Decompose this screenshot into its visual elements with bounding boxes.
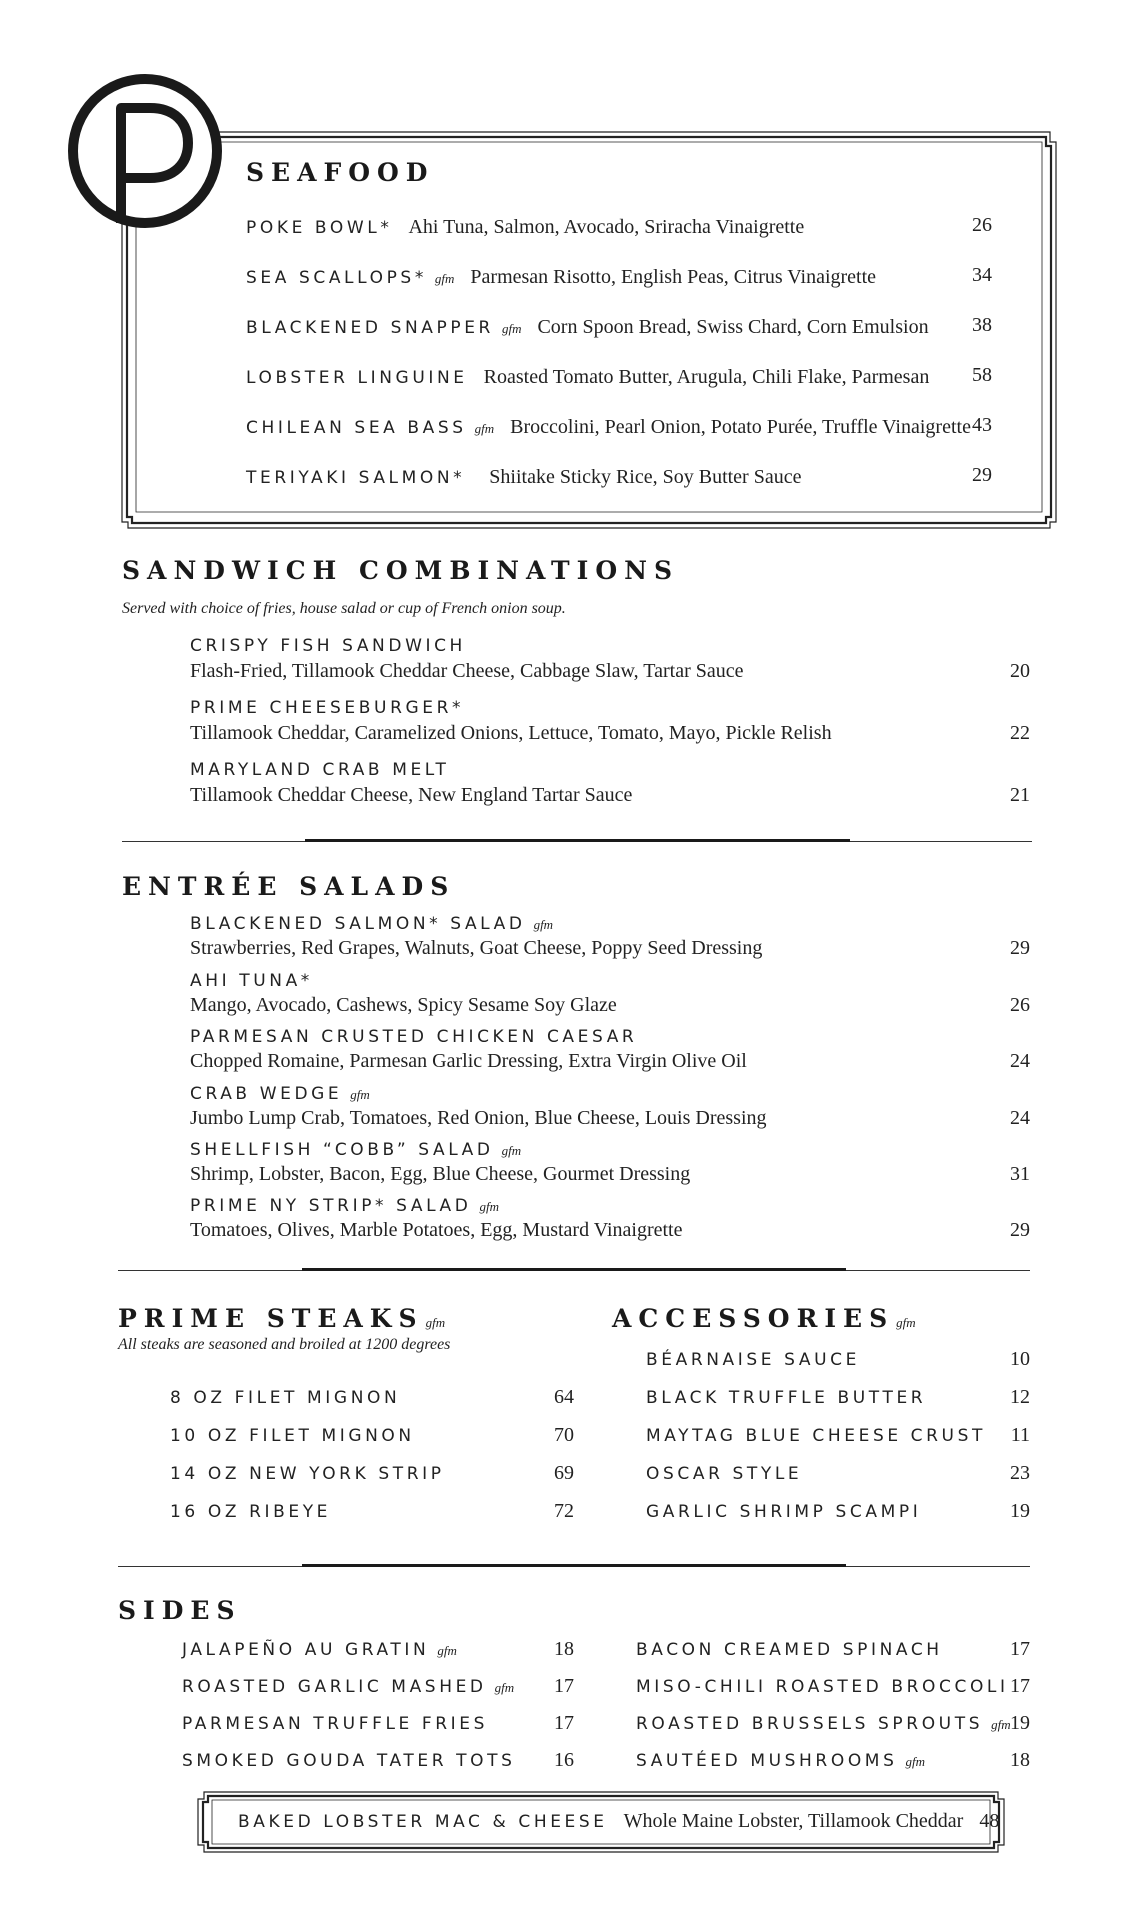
gfm-mark: gfm: [501, 1143, 522, 1158]
item-price: 17: [554, 1712, 574, 1734]
gfm-mark: gfm: [474, 421, 495, 436]
item-price: 58: [972, 364, 992, 386]
salad-item: [190, 914, 553, 934]
item-price: 23: [1010, 1462, 1030, 1484]
item-price: 31: [1010, 1163, 1030, 1185]
item-price: 18: [1010, 1749, 1030, 1771]
item-name: JALAPEÑO AU GRATIN: [182, 1640, 430, 1660]
item-price: 69: [554, 1462, 574, 1484]
item-description: Flash-Fried, Tillamook Cheddar Cheese, Cabbage Slaw, Tartar Sauce: [190, 660, 744, 682]
section-divider-accent: [302, 1268, 846, 1271]
item-name: PRIME NY STRIP* SALAD: [190, 1196, 472, 1216]
sandwiches-note: Served with choice of fries, house salad or cup of French onion soup.: [122, 600, 566, 617]
item-name: SMOKED GOUDA TATER TOTS: [182, 1751, 516, 1771]
gfm-mark: gfm: [437, 1643, 457, 1658]
gfm-mark: gfm: [501, 321, 522, 336]
item-name: BLACKENED SALMON* SALAD: [190, 914, 526, 934]
item-description: Tillamook Cheddar, Caramelized Onions, Lettuce, Tomato, Mayo, Pickle Relish: [190, 722, 832, 744]
salads-title: ENTRÉE SALADS: [122, 872, 456, 901]
gfm-mark: gfm: [479, 1199, 499, 1214]
item-description: Jumbo Lump Crab, Tomatoes, Red Onion, Blue Cheese, Louis Dressing: [190, 1107, 767, 1129]
item-price: 18: [554, 1638, 574, 1660]
item-name: MAYTAG BLUE CHEESE CRUST: [646, 1426, 986, 1446]
item-description: Broccolini, Pearl Onion, Potato Purée, Truffle Vinaigrette: [510, 416, 971, 438]
sandwiches-title: SANDWICH COMBINATIONS: [122, 556, 680, 585]
side-item: [636, 1714, 1011, 1734]
section-divider-accent: [305, 839, 850, 842]
seafood-item: [246, 416, 971, 439]
salad-item: [190, 1196, 499, 1216]
item-name: TERIYAKI SALMON*: [246, 468, 466, 488]
item-price: 19: [1010, 1712, 1030, 1734]
section-divider-accent: [302, 1564, 846, 1567]
accessories-heading: [612, 1304, 916, 1333]
item-price: 19: [1010, 1500, 1030, 1522]
item-name: BLACKENED SNAPPER: [246, 318, 494, 338]
seafood-item: [246, 216, 804, 239]
gfm-mark: gfm: [533, 917, 554, 932]
item-name: BACON CREAMED SPINACH: [636, 1640, 943, 1660]
item-name: CHILEAN SEA BASS: [246, 418, 467, 438]
item-description: Mango, Avocado, Cashews, Spicy Sesame Soy Glaze: [190, 994, 617, 1016]
item-description: Ahi Tuna, Salmon, Avocado, Sriracha Vinaigrette: [408, 216, 805, 238]
item-name: BAKED LOBSTER MAC & CHEESE: [238, 1812, 608, 1832]
sides-title: SIDES: [118, 1596, 242, 1625]
item-name: 14 OZ NEW YORK STRIP: [170, 1464, 445, 1484]
item-price: 64: [554, 1386, 574, 1408]
item-name: SHELLFISH “COBB” SALAD: [190, 1140, 494, 1160]
item-name: MISO-CHILI ROASTED BROCCOLI: [636, 1677, 1009, 1697]
gfm-mark: gfm: [425, 1315, 446, 1330]
item-name: BLACK TRUFFLE BUTTER: [646, 1388, 927, 1408]
item-name: 10 OZ FILET MIGNON: [170, 1426, 415, 1446]
side-item: [182, 1640, 457, 1660]
item-price: 70: [554, 1424, 574, 1446]
item-price: 43: [972, 414, 992, 436]
item-name: CRAB WEDGE: [190, 1084, 343, 1104]
item-name: CRISPY FISH SANDWICH: [190, 636, 466, 656]
item-price: 22: [1010, 722, 1030, 744]
item-price: 10: [1010, 1348, 1030, 1370]
seafood-item: [246, 366, 929, 389]
item-name: OSCAR STYLE: [646, 1464, 803, 1484]
item-price: 12: [1010, 1386, 1030, 1408]
item-name: SEA SCALLOPS*: [246, 268, 427, 288]
item-description: Parmesan Risotto, English Peas, Citrus Vinaigrette: [470, 266, 877, 288]
gfm-mark: gfm: [896, 1315, 916, 1330]
item-price: 38: [972, 314, 992, 336]
item-description: Strawberries, Red Grapes, Walnuts, Goat Cheese, Poppy Seed Dressing: [190, 937, 763, 959]
item-name: PARMESAN CRUSTED CHICKEN CAESAR: [190, 1027, 638, 1047]
item-price: 29: [1010, 1219, 1030, 1241]
item-name: 8 OZ FILET MIGNON: [170, 1388, 401, 1408]
item-description: Tillamook Cheddar Cheese, New England Tartar Sauce: [190, 784, 633, 806]
item-name: MARYLAND CRAB MELT: [190, 760, 450, 780]
item-description: Chopped Romaine, Parmesan Garlic Dressing, Extra Virgin Olive Oil: [190, 1050, 747, 1072]
gfm-mark: gfm: [991, 1717, 1011, 1732]
item-price: 17: [1010, 1638, 1030, 1660]
item-name: 16 OZ RIBEYE: [170, 1502, 332, 1522]
salad-item: [190, 1140, 521, 1160]
item-description: Tomatoes, Olives, Marble Potatoes, Egg, Mustard Vinaigrette: [190, 1219, 683, 1241]
gfm-mark: gfm: [434, 271, 455, 286]
item-name: ROASTED GARLIC MASHED: [182, 1677, 487, 1697]
gfm-mark: gfm: [350, 1087, 370, 1102]
steaks-title: PRIME STEAKS: [118, 1304, 424, 1333]
item-price: 16: [554, 1749, 574, 1771]
item-price: 26: [972, 214, 992, 236]
item-price: 29: [972, 464, 992, 486]
item-name: POKE BOWL*: [246, 218, 393, 238]
item-description: Roasted Tomato Butter, Arugula, Chili Flake, Parmesan: [483, 366, 930, 388]
item-description: Shrimp, Lobster, Bacon, Egg, Blue Cheese, Gourmet Dressing: [190, 1163, 691, 1185]
item-price: 17: [1010, 1675, 1030, 1697]
featured-item: [238, 1810, 999, 1833]
item-name: AHI TUNA*: [190, 971, 313, 991]
item-price: 20: [1010, 660, 1030, 682]
seafood-item: [246, 466, 801, 489]
item-description: Shiitake Sticky Rice, Soy Butter Sauce: [489, 466, 802, 488]
item-name: ROASTED BRUSSELS SPROUTS: [636, 1714, 984, 1734]
item-name: LOBSTER LINGUINE: [246, 368, 468, 388]
p-logo-icon: [64, 70, 226, 232]
item-price: 34: [972, 264, 992, 286]
gfm-mark: gfm: [905, 1754, 925, 1769]
seafood-item: [246, 316, 929, 339]
gfm-mark: gfm: [494, 1680, 515, 1695]
item-price: 24: [1010, 1050, 1030, 1072]
item-name: PARMESAN TRUFFLE FRIES: [182, 1714, 489, 1734]
steaks-note: All steaks are seasoned and broiled at 1200 degrees: [118, 1336, 451, 1353]
item-price: 11: [1010, 1424, 1030, 1446]
item-price: 72: [554, 1500, 574, 1522]
item-description: Corn Spoon Bread, Swiss Chard, Corn Emulsion: [537, 316, 929, 338]
accessories-title: ACCESSORIES: [612, 1304, 895, 1333]
side-item: [182, 1677, 514, 1697]
item-price: 24: [1010, 1107, 1030, 1129]
item-name: SAUTÉED MUSHROOMS: [636, 1751, 898, 1771]
item-price: 48: [979, 1810, 1000, 1832]
item-price: 21: [1010, 784, 1030, 806]
item-name: GARLIC SHRIMP SCAMPI: [646, 1502, 922, 1522]
seafood-item: [246, 266, 876, 289]
item-price: 29: [1010, 937, 1030, 959]
item-price: 17: [554, 1675, 574, 1697]
seafood-title: SEAFOOD: [246, 158, 435, 187]
item-description: Whole Maine Lobster, Tillamook Cheddar: [623, 1810, 964, 1832]
item-price: 26: [1010, 994, 1030, 1016]
side-item: [636, 1751, 925, 1771]
item-name: PRIME CHEESEBURGER*: [190, 698, 465, 718]
steaks-heading: [118, 1304, 445, 1333]
salad-item: [190, 1084, 370, 1104]
item-name: BÉARNAISE SAUCE: [646, 1350, 860, 1370]
